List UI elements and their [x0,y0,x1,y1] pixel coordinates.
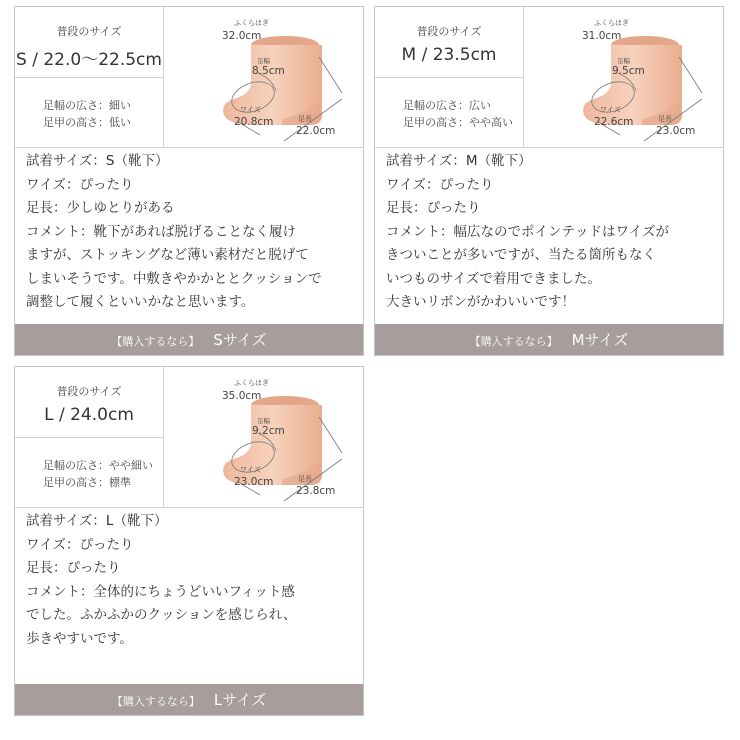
foot-width-text: 足幅の広さ：やや細い [43,459,153,472]
usual-size-cell [15,367,163,438]
size-info [15,367,164,507]
size-info [375,7,524,147]
width-value: 23.0cm [234,476,274,488]
usual-size-label: 普段のサイズ [56,385,122,398]
buy-prefix-label: 【購入するなら】 [111,335,200,348]
buy-size-button[interactable] [375,324,723,355]
comment-line: ワイズ：ぴったり [26,536,134,553]
buy-size-button[interactable] [15,684,363,715]
ankle-value: 9.5cm [612,65,645,77]
length-label: 足長 [298,475,312,483]
calf-label: ふくらはぎ [234,379,269,387]
ankle-label: 足幅 [257,417,270,425]
comment-line: でした。ふかふかのクッションを感じられ、 [26,607,297,623]
length-value: 23.0cm [656,125,696,137]
calf-value: 32.0cm [222,30,262,42]
comment-line: コメント：靴下があれば脱げることなく履け [26,223,296,240]
instep-height-text: 足甲の高さ：やや高い [403,116,513,129]
comment-line: ワイズ：ぴったり [386,176,494,193]
comment-line: 試着サイズ：S（靴下） [26,153,169,169]
width-label: ワイズ [240,106,261,114]
comment-line: しまいそうです。中敷きやかかととクッションで [26,270,322,287]
foot-shape-cell [15,438,163,507]
size-review-card [14,366,364,716]
foot-width-text: 足幅の広さ：細い [43,99,131,112]
foot-model [583,36,682,125]
comment-line: いつものサイズで着用できました。 [386,270,601,287]
comment-line: 試着サイズ：L（靴下） [26,513,168,529]
foot-measurement-illustration [524,7,723,147]
comment-line: コメント：幅広なのでポインテッドはワイズが [386,223,669,240]
comment-line: ますが、ストッキングなど薄い素材だと脱げて [26,247,309,263]
measurement-panel [375,7,723,148]
foot-measurement-illustration [164,7,363,147]
buy-prefix-label: 【購入するなら】 [469,335,558,348]
comment-line: コメント：全体的にちょうどいいフィット感 [26,583,295,600]
calf-label: ふくらはぎ [594,19,629,27]
ankle-value: 8.5cm [252,65,285,77]
comment-line: 試着サイズ：M（靴下） [386,153,532,169]
buy-prefix-label: 【購入するなら】 [111,695,200,708]
instep-height-text: 足甲の高さ：標準 [43,476,131,489]
calf-label: ふくらはぎ [234,19,269,27]
width-value: 20.8cm [234,116,274,128]
review-comment [26,510,356,651]
calf-value: 35.0cm [222,390,262,402]
size-review-card [374,6,724,356]
usual-size-cell [375,7,523,78]
length-value: 23.8cm [296,485,336,497]
measurement-panel [15,367,363,508]
buy-size-label: Mサイズ [571,331,629,349]
ankle-value: 9.2cm [252,425,285,437]
width-label: ワイズ [600,106,621,114]
ankle-label: 足幅 [617,57,630,65]
comment-line: 歩きやすいです。 [26,630,133,647]
usual-size-cell [15,7,163,78]
size-info [15,7,164,147]
buy-size-label: Lサイズ [213,691,267,709]
length-value: 22.0cm [296,125,336,137]
measurement-panel [15,7,363,148]
comment-line: 足長：ぴったり [386,200,481,216]
usual-size-label: 普段のサイズ [416,25,482,38]
comment-line: 足長：少しゆとりがある [26,200,175,216]
usual-size-value: L / 24.0cm [44,405,134,425]
usual-size-label: 普段のサイズ [56,25,122,38]
comment-line: きついことが多いですが、当たる箇所もなく [386,247,656,263]
usual-size-value: M / 23.5cm [401,45,497,65]
foot-shape-cell [15,78,163,147]
comment-line: 調整して履くといいかなと思います。 [26,294,255,310]
comment-line: 足長：ぴったり [26,560,121,576]
calf-value: 31.0cm [582,30,622,42]
comment-line: ワイズ：ぴったり [26,176,134,193]
buy-size-button[interactable] [15,324,363,355]
ankle-label: 足幅 [257,57,270,65]
instep-height-text: 足甲の高さ：低い [43,116,131,129]
size-review-card [14,6,364,356]
width-label: ワイズ [240,466,261,474]
width-value: 22.6cm [594,116,634,128]
foot-shape-cell [375,78,523,147]
foot-model [223,396,322,485]
review-comment [26,150,356,315]
foot-width-text: 足幅の広さ：広い [403,99,491,112]
usual-size-value: S / 22.0〜22.5cm [16,50,162,70]
foot-model [223,36,322,125]
length-label: 足長 [658,115,672,123]
buy-size-label: Sサイズ [213,331,267,349]
review-comment [386,150,716,315]
length-label: 足長 [298,115,312,123]
comment-line: 大きいリボンがかわいいです！ [386,294,575,310]
foot-measurement-illustration [164,367,363,507]
